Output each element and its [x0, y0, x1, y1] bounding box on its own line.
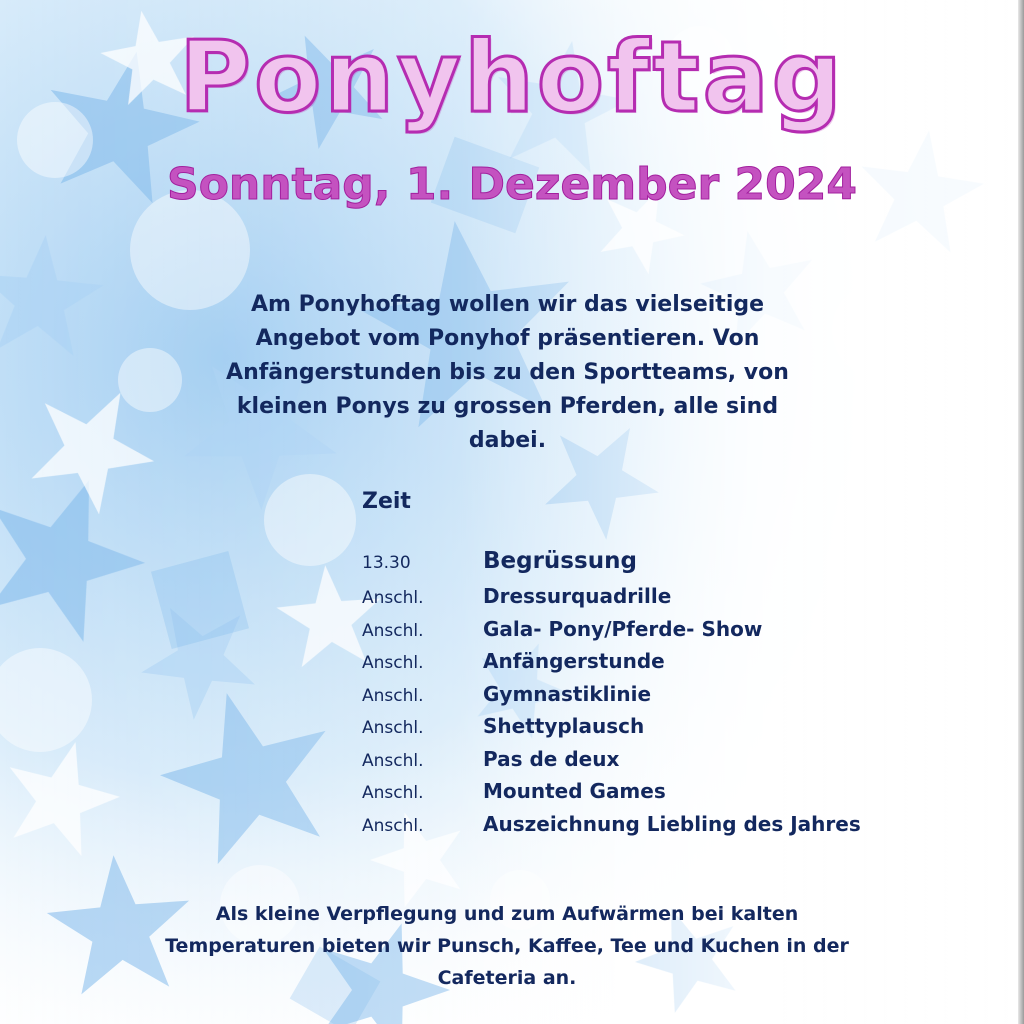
schedule-time: Anschl. — [362, 783, 424, 803]
schedule-activity: Begrüssung — [483, 548, 637, 574]
schedule-activity: Anfängerstunde — [483, 649, 665, 673]
schedule-row — [362, 617, 982, 650]
schedule-time: 13.30 — [362, 553, 411, 573]
schedule-row — [362, 548, 982, 584]
schedule-row — [362, 682, 982, 715]
page-edge-shadow — [1018, 0, 1024, 1024]
schedule-time: Anschl. — [362, 750, 424, 771]
schedule-time: Anschl. — [362, 653, 424, 673]
schedule-row — [362, 747, 982, 780]
schedule-header: Zeit — [362, 489, 411, 514]
schedule-row — [362, 584, 982, 617]
schedule-activity: Pas de deux — [483, 746, 620, 771]
schedule-time: Anschl. — [362, 815, 424, 836]
schedule-row — [362, 779, 982, 812]
schedule-activity: Gala- Pony/Pferde- Show — [483, 616, 763, 641]
schedule-time: Anschl. — [362, 685, 424, 706]
schedule-row — [362, 714, 982, 747]
event-date: Sonntag, 1. Dezember 2024 — [167, 159, 857, 210]
footer-note: Als kleine Verpflegung und zum Aufwärmen bei kalten Temperaturen bieten wir Punsch, Kaffee, Tee und Kuchen in der Cafeteria an. — [165, 903, 849, 989]
schedule-time: Anschl. — [362, 588, 424, 608]
intro-paragraph: Am Ponyhoftag wollen wir das vielseitige Angebot vom Ponyhof präsentieren. Von Anfängerstunden bis zu den Sportteams, von kleinen Ponys zu grossen Pferden, alle sind dabei. — [226, 292, 789, 453]
schedule-activity: Mounted Games — [483, 779, 666, 803]
schedule-row — [362, 649, 982, 682]
schedule-time: Anschl. — [362, 620, 424, 641]
schedule-activity: Auszeichnung Liebling des Jahres — [483, 811, 861, 836]
schedule-activity: Gymnastiklinie — [483, 681, 652, 706]
schedule-list — [362, 548, 982, 844]
schedule-activity: Dressurquadrille — [483, 584, 672, 608]
schedule-row — [362, 812, 982, 845]
schedule-activity: Shettyplausch — [483, 714, 645, 738]
schedule-time: Anschl. — [362, 718, 424, 738]
event-title: Ponyhoftag — [179, 21, 845, 135]
